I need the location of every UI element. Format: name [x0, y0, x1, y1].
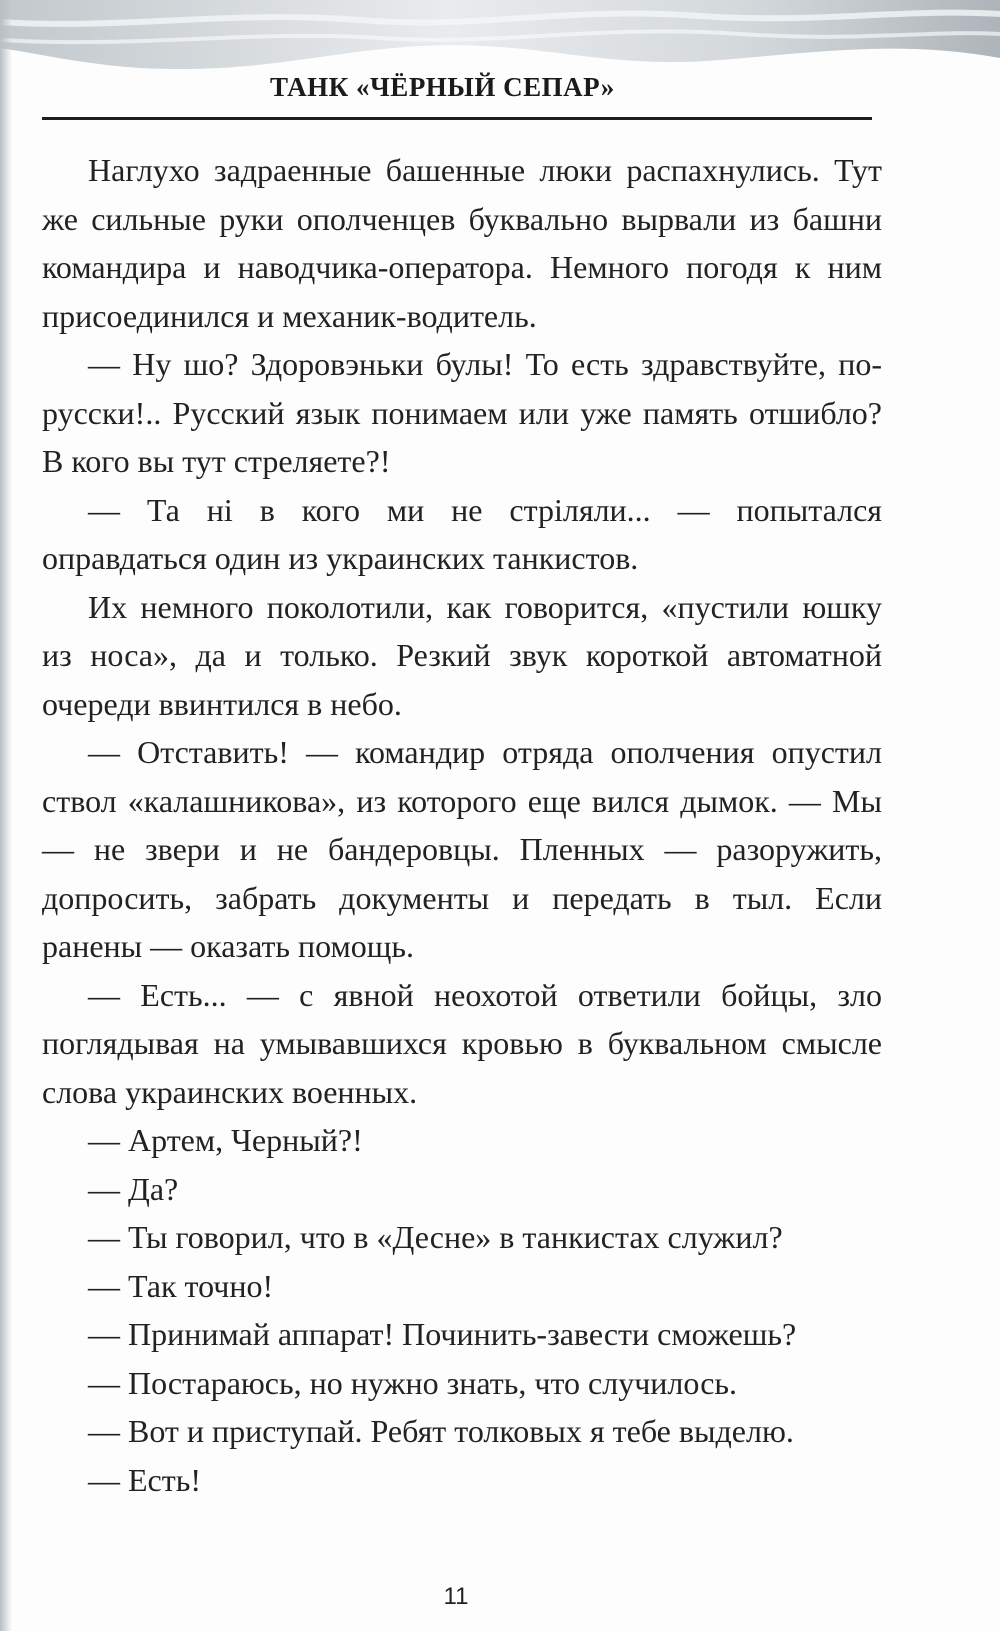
paragraph: — Вот и приступай. Ребят толковых я тебе выделю.	[88, 1413, 794, 1449]
paragraph: — Есть!	[88, 1461, 201, 1498]
paragraph: — Постараюсь, но нужно знать, что случилось.	[88, 1364, 737, 1401]
paragraph: — Ты говорил, что в «Десне» в танкистах служил?	[88, 1219, 783, 1255]
body-text	[42, 146, 882, 1504]
paragraph: Их немного поколотили, как говорится, «пустили юшку из носа», да и только. Резкий звук короткой автоматной очереди ввинтился в небо.	[42, 588, 882, 722]
paragraph: — Артем, Черный?!	[88, 1122, 363, 1158]
paragraph: Наглухо задраенные башенные люки распахнулись. Тут же сильные руки ополченцев буквально вырвали из башни командира и наводчика-оператора. Немного погодя к ним присоединился и механик-водитель.	[42, 152, 882, 334]
page-edge-shadow	[0, 0, 12, 1631]
paragraph: — Ну шо? Здоровэньки булы! То есть здравствуйте, по-русски!.. Русский язык понимаем или уже память отшибло? В кого вы тут стреляете?!	[42, 346, 882, 479]
running-title: ТАНК «ЧЁРНЫЙ СЕПАР»	[270, 72, 615, 102]
paragraph: — Отставить! — командир отряда ополчения опустил ствол «калашникова», из которого еще вился дымок. — Мы — не звери и не бандеровцы. Пленных — разоружить, допросить, забрать документы и передать в тыл. Если ранены — оказать помощь.	[42, 734, 882, 964]
paragraph: — Да?	[88, 1170, 179, 1207]
page-number: 11	[443, 1583, 469, 1610]
paragraph: — Принимай аппарат! Починить-завести сможешь?	[88, 1316, 797, 1352]
paragraph: — Есть... — с явной неохотой ответили бойцы, зло поглядывая на умывавшихся кровью в буквальном смысле слова украинских военных.	[42, 976, 882, 1110]
paragraph: — Та ні в кого ми не стріляли... — попытался оправдаться один из украинских танкистов.	[42, 491, 882, 576]
paragraph: — Так точно!	[88, 1267, 274, 1304]
header-divider	[42, 117, 872, 120]
